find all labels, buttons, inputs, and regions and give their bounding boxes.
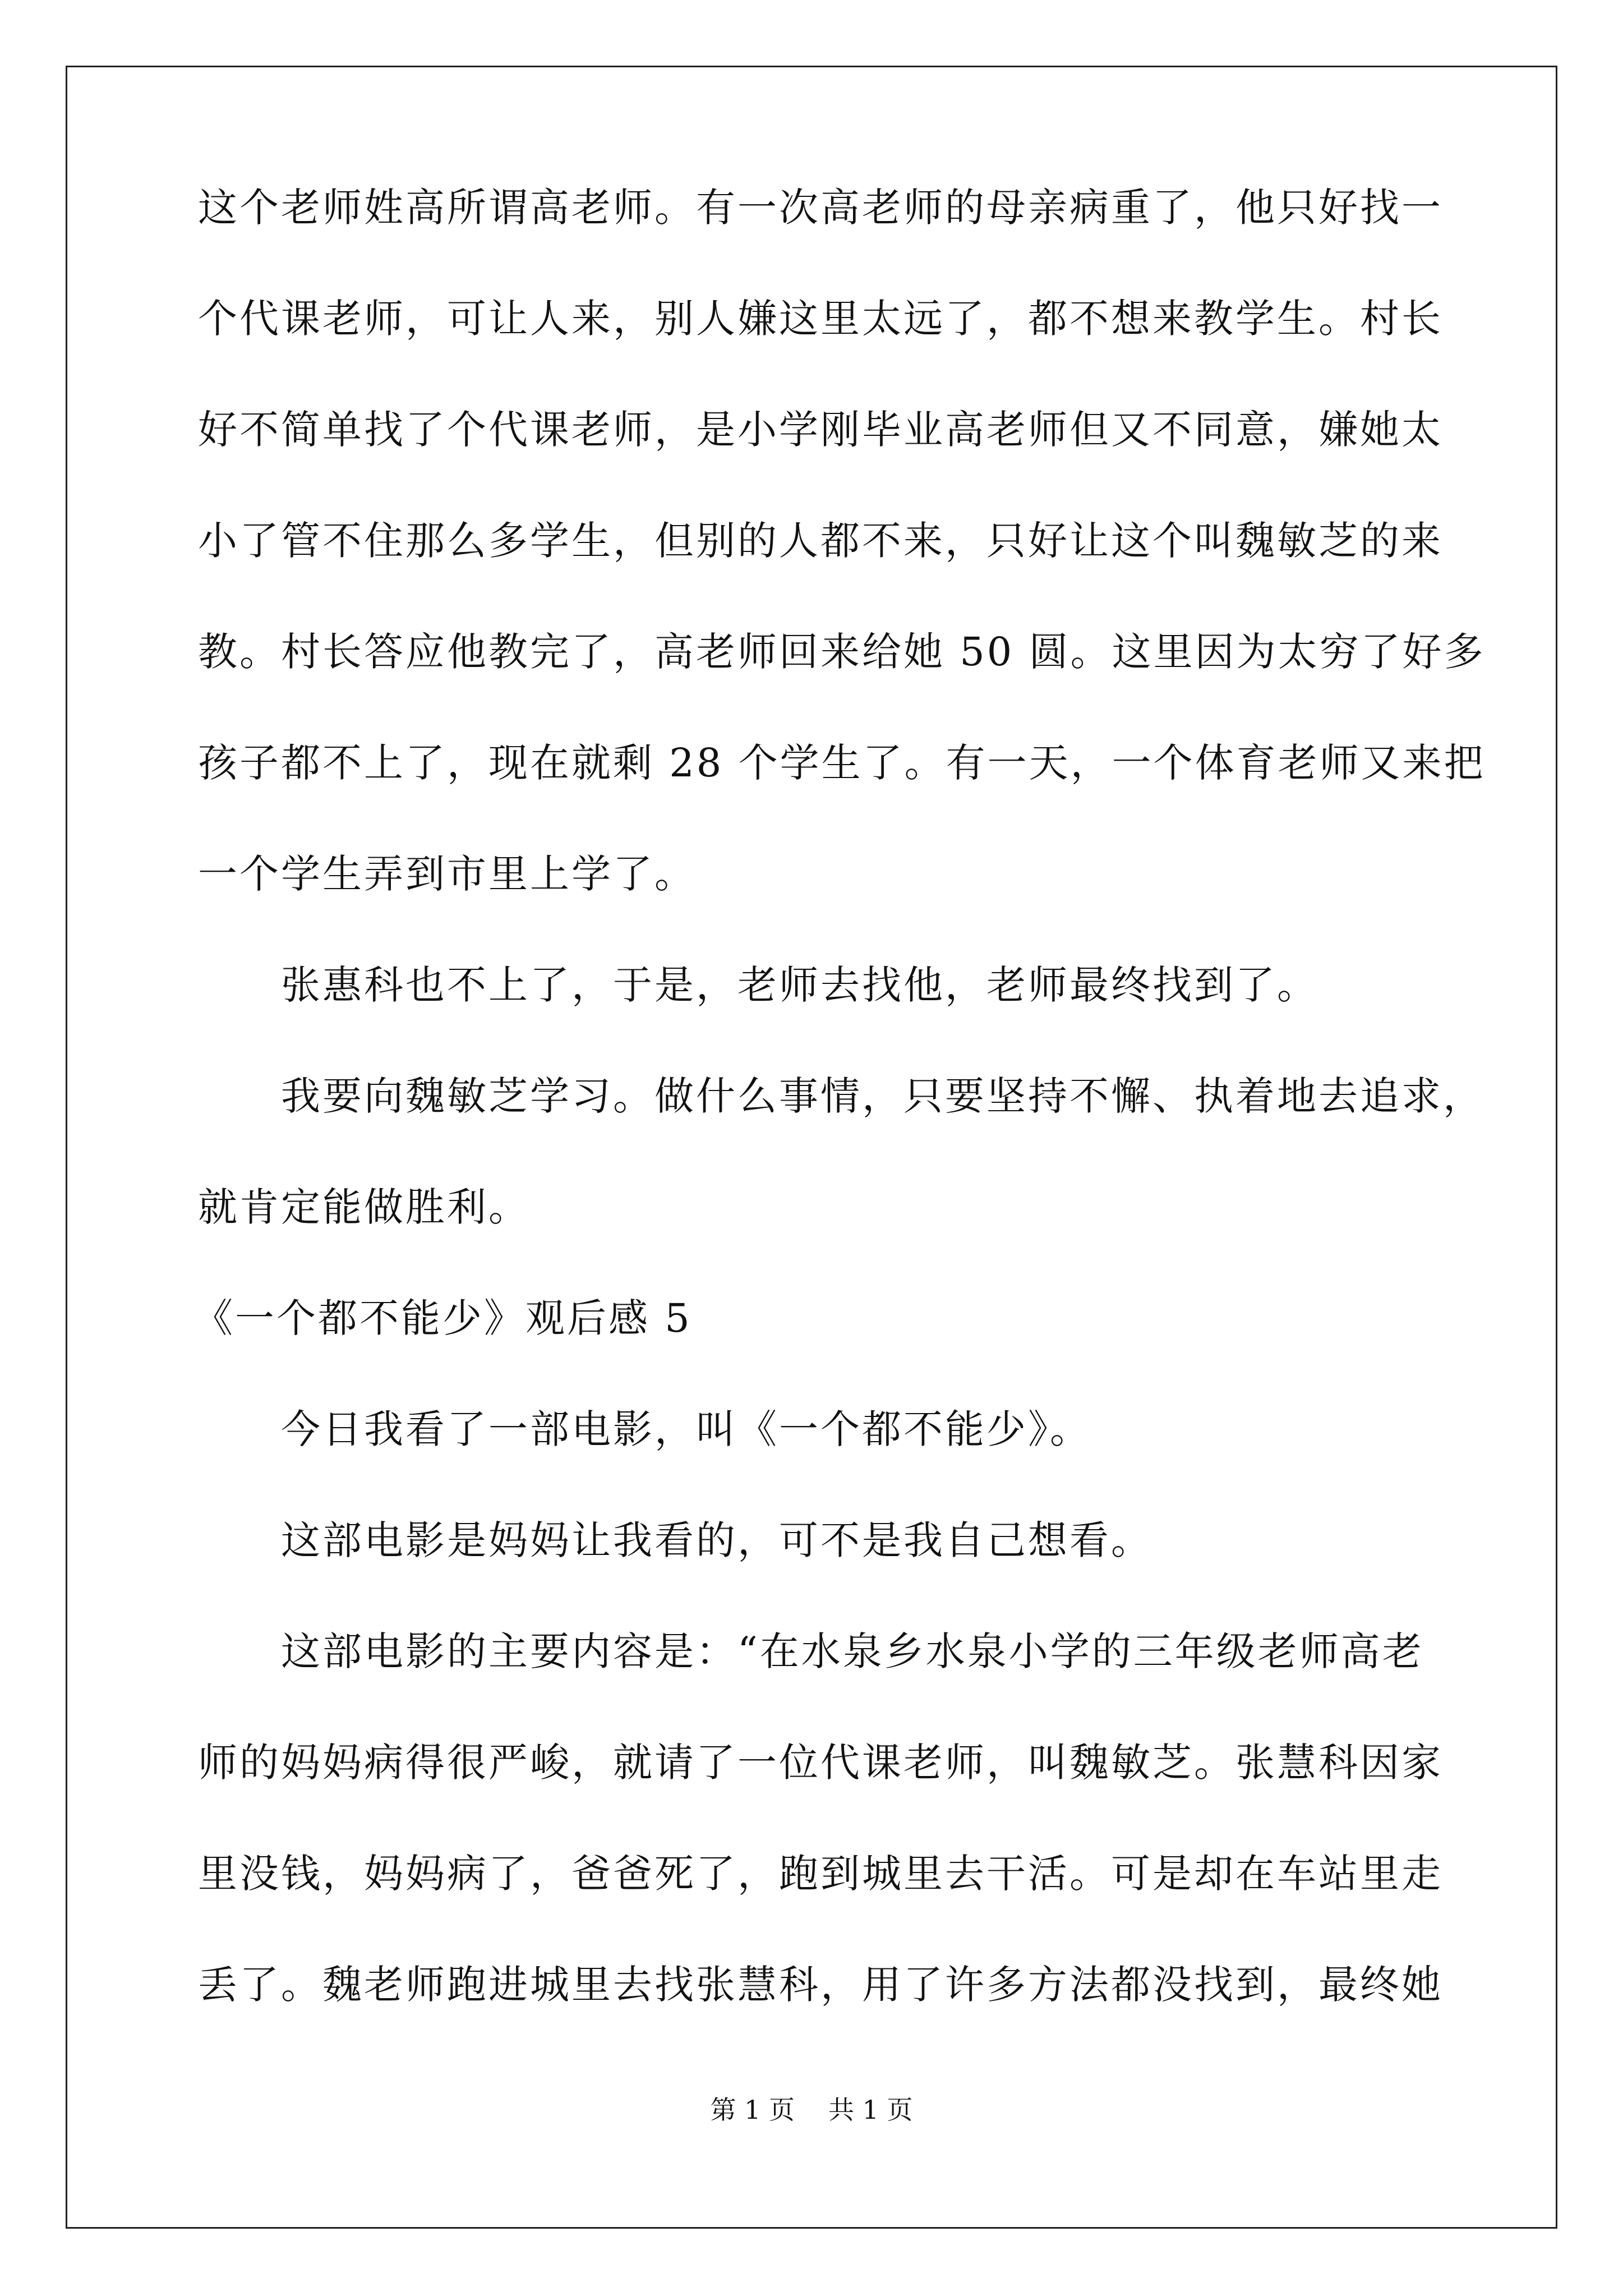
- body-line: 个代课老师，可让人来，别人嫌这里太远了，都不想来教学生。村长: [198, 296, 1443, 342]
- body-line: 孩子都不上了，现在就剩 28 个学生了。有一天，一个体育老师又来把: [198, 740, 1486, 786]
- paragraph-start-line: 张惠科也不上了，于是，老师去找他，老师最终找到了。: [281, 962, 1318, 1008]
- body-line: 丢了。魏老师跑进城里去找张慧科，用了许多方法都没找到，最终她: [198, 1962, 1443, 2008]
- body-line: 好不简单找了个代课老师，是小学刚毕业高老师但又不同意，嫌她太: [198, 407, 1443, 453]
- paragraph-start-line: 这部电影是妈妈让我看的，可不是我自己想看。: [281, 1517, 1152, 1563]
- paragraph-start-line: 这部电影的主要内容是：“在水泉乡水泉小学的三年级老师高老: [281, 1628, 1424, 1674]
- section-title: 《一个都不能少》观后感 5: [193, 1295, 692, 1341]
- paragraph-start-line: 我要向魏敏芝学习。做什么事情，只要坚持不懈、执着地去追求，: [281, 1073, 1484, 1119]
- body-line: 教。村长答应他教完了，高老师回来给她 50 圆。这里因为太穷了好多: [198, 629, 1486, 675]
- body-line: 就肯定能做胜利。: [198, 1184, 530, 1230]
- body-line: 一个学生弄到市里上学了。: [198, 851, 696, 897]
- document-body: [193, 185, 1486, 2076]
- body-line: 这个老师姓高所谓高老师。有一次高老师的母亲病重了，他只好找一: [198, 185, 1443, 231]
- paragraph-start-line: 今日我看了一部电影，叫《一个都不能少》。: [281, 1406, 1091, 1452]
- body-line: 小了管不住那么多学生，但别的人都不来，只好让这个叫魏敏芝的来: [198, 518, 1443, 564]
- page-footer: [0, 2097, 1623, 2123]
- body-line: 里没钱，妈妈病了，爸爸死了，跑到城里去干活。可是却在车站里走: [198, 1851, 1443, 1897]
- total-pages: 共 1 页: [828, 2095, 913, 2125]
- body-line: 师的妈妈病得很严峻，就请了一位代课老师，叫魏敏芝。张慧科因家: [198, 1740, 1443, 1786]
- page-number: 第 1 页: [710, 2095, 795, 2125]
